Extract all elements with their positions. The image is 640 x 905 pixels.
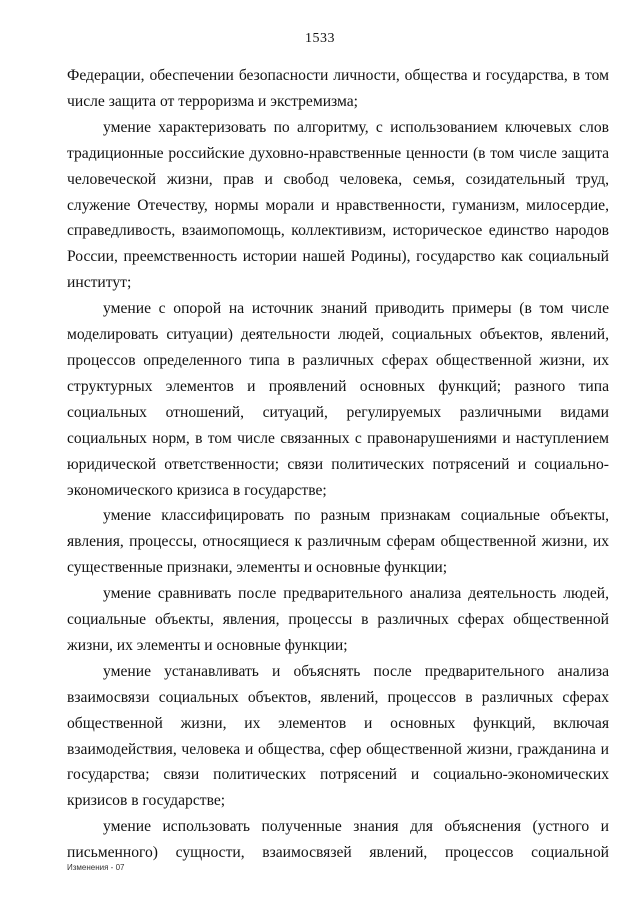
paragraph-examples: умение с опорой на источник знаний приводить примеры (в том числе моделировать ситуации) деятельности людей, социальных объектов, явлений, процессов определенного типа в различных сферах общественной жизни, их структурных элементов и проявлений основных функций; разного типа социальных отношений, ситуаций, регулируемых различными видами социальных норм, в том числе связанных с правонарушениями и наступлением юридической ответственности; связи политических потрясений и социально-экономического кризиса в государстве;	[67, 300, 609, 499]
paragraph-traditional-values: умение характеризовать по алгоритму, с использованием ключевых слов традиционные российские духовно-нравственные ценности (в том числе защита человеческой жизни, прав и свобод человека, семья, созидательный труд, служение Отечеству, нормы морали и нравственности, гуманизм, милосердие, справедливость, взаимопомощь, коллективизм, историческое единство народов России, преемственность истории нашей Родины), государство как социальный институт;	[67, 118, 609, 292]
page-number: 1533	[305, 31, 335, 46]
paragraph-compare: умение сравнивать после предварительного анализа деятельность людей, социальные объекты, явления, процессы в различных сферах общественной жизни, их элементы и основные функции;	[67, 585, 609, 654]
paragraph-classify: умение классифицировать по разным признакам социальные объекты, явления, процессы, относящиеся к различным сферам общественной жизни, их существенные признаки, элементы и основные функции;	[67, 507, 609, 577]
paragraph-continuation: Федерации, обеспечении безопасности личности, общества и государства, в том числе защита от терроризма и экстремизма;	[67, 67, 609, 110]
paragraph-relationships: умение устанавливать и объяснять после предварительного анализа взаимосвязи социальных объектов, явлений, процессов в различных сферах общественной жизни, их элементов и основных функций, включая взаимодействия, человека и общества, сфер общественной жизни, гражданина и государства; связи политических потрясений и социально-экономических кризисов в государстве;	[67, 662, 609, 810]
document-body	[67, 63, 609, 866]
paragraph-use-knowledge: умение использовать полученные знания для объяснения (устного и письменного) сущности, взаимосвязей явлений, процессов социальной	[67, 818, 609, 862]
footer-revision-note: Изменения - 07	[67, 863, 125, 872]
